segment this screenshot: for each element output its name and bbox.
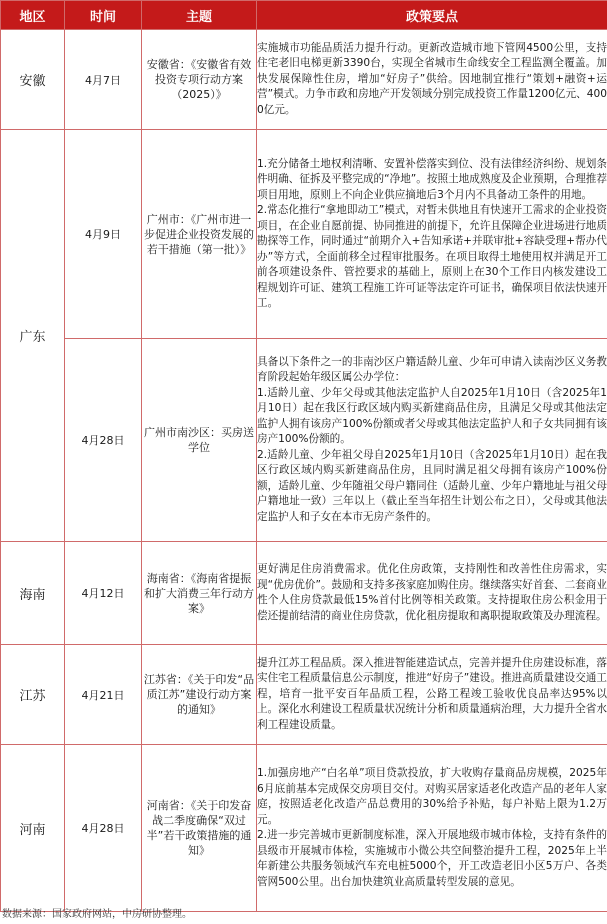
table-header-row [1, 1, 607, 30]
data-source-note: 数据来源：国家政府网站，中房研协整理。 [2, 909, 192, 920]
table-row [1, 339, 607, 542]
region-cell: 海南 [1, 542, 65, 645]
date-cell: 4月12日 [65, 542, 142, 645]
topic-cell: 海南省：《海南省提振和扩大消费三年行动方案》 [142, 542, 257, 645]
header-points: 政策要点 [257, 1, 607, 30]
header-date: 时间 [65, 1, 142, 30]
points-cell [257, 542, 607, 645]
topic-cell: 安徽省：《安徽省有效投资专项行动方案（2025）》 [142, 30, 257, 130]
points-cell [257, 130, 607, 339]
policy-point: 1.适龄儿童、少年父母或其他法定监护人自2025年1月10日（含2025年1月10日）起在我区行政区域内购买新建商品住房，且满足父母或其他法定监护人拥有该房产100%份额或者父母或其他法定监护人和子女共同拥有该房产100%份额的。 [257, 386, 607, 446]
points-cell [257, 645, 607, 745]
topic-cell: 河南省：《关于印发奋战二季度确保“双过半”若干政策措施的通知》 [142, 745, 257, 912]
table-row [1, 130, 607, 339]
policy-point: 2.常态化推行“拿地即动工”模式，对暂未供地且有快速开工需求的企业投资项目，在企业自愿前提、协同推进的前提下，允许且保障企业进场进行地质勘探等工作，同时通过“前期介入+告知承诺+并联审批+容缺受理+帮办代办”等方式，全面前移全过程审批服务。在项目取得土地使用权并满足开工前各项建设条件、管控要求的基础上，原则上在30个工作日内核发建设工程规划许可证、建筑工程施工许可证等法定许可证书，确保项目依法快速开工。 [257, 204, 607, 309]
table-row [1, 542, 607, 645]
policy-point: 1.充分储备土地权利清晰、安置补偿落实到位、没有法律经济纠纷、规划条件明确、征拆及平整完成的“净地”。按照土地成熟度及企业预期，合理推荐项目用地，原则上不向企业供应摘地后3个月内不具备动工条件的用地。 [257, 157, 607, 201]
policy-point: 2.适龄儿童、少年祖父母自2025年1月10日（含2025年1月10日）起在我区行政区域内购买新建商品住房，且同时满足祖父母拥有该房产100%份额，适龄儿童、少年随祖父母户籍同住（适龄儿童、少年户籍地址与祖父母户籍地址一致）三年以上（截止至当年招生计划公布之日），父母或其他法定监护人和子女在本市无房产条件的。 [257, 448, 607, 523]
policy-point: 2.进一步完善城市更新制度标准，深入开展地级市城市体检，支持有条件的县级市开展城市体检，实施城市小微公共空间整治提升工程，2025年上半年新建公共服务领域汽车充电桩5000个，开工改造老旧小区5万户、各类管网500公里。出台加快建筑业高质量转型发展的意见。 [257, 829, 607, 888]
header-region: 地区 [1, 1, 65, 30]
policy-point: 更好满足住房消费需求。优化住房政策，支持刚性和改善性住房需求，实现“优房优价”。鼓励和支持多孩家庭加购住房。继续落实好首套、二套商业性个人住房贷款最低15%首付比例等相关政策。支持提取住房公积金用于偿还提前结清的商业住房贷款，优化租房提取和离职提取政策及办理流程。 [257, 563, 607, 622]
date-cell: 4月21日 [65, 645, 142, 745]
date-cell: 4月28日 [65, 339, 142, 542]
policy-point: 具备以下条件之一的非南沙区户籍适龄儿童、少年可申请入读南沙区义务教育阶段起始年级区属公办学位： [257, 355, 607, 384]
points-cell [257, 30, 607, 130]
table-row [1, 745, 607, 912]
table-row [1, 30, 607, 130]
points-cell [257, 745, 607, 912]
region-cell: 河南 [1, 745, 65, 912]
policy-point: 提升江苏工程品质。深入推进智能建造试点，完善并提升住房建设标准，落实住宅工程质量信息公示制度，推进“好房子”建设。推进高质量建设交通工程，培育一批平安百年品质工程，公路工程竣工验收优良品率达95%以上。深化水利建设工程质量状况统计分析和质量通病治理，大力提升全省水利工程建设质量。 [257, 656, 607, 731]
policy-point: 1.加强房地产“白名单”项目贷款投放，扩大收购存量商品房规模，2025年6月底前基本完成保交房项目交付。对购买居家适老化改造产品的老年人家庭，按照适老化改造产品总费用的30%给予补贴，每户补贴上限为1.2万元。 [257, 767, 607, 826]
points-cell [257, 339, 607, 542]
topic-cell: 江苏省：《关于印发“品质江苏”建设行动方案的通知》 [142, 645, 257, 745]
date-cell: 4月7日 [65, 30, 142, 130]
region-cell: 安徽 [1, 30, 65, 130]
region-cell: 广东 [1, 130, 65, 542]
date-cell: 4月28日 [65, 745, 142, 912]
topic-cell: 广州市南沙区：买房送学位 [142, 339, 257, 542]
policy-point: 实施城市功能品质活力提升行动。更新改造城市地下管网4500公里，支持住宅老旧电梯更新3390台，实现全省城市生命线安全工程监测全覆盖。加快发展保障性住房，增加“好房子”供给。因地制宜推行“策划+融资+运营”模式。力争市政和房地产开发领域分别完成投资工作量1200亿元、4000亿元。 [257, 41, 607, 116]
date-cell: 4月9日 [65, 130, 142, 339]
region-cell: 江苏 [1, 645, 65, 745]
header-topic: 主题 [142, 1, 257, 30]
table-row [1, 645, 607, 745]
topic-cell: 广州市：《广州市进一步促进企业投资发展的若干措施（第一批）》 [142, 130, 257, 339]
